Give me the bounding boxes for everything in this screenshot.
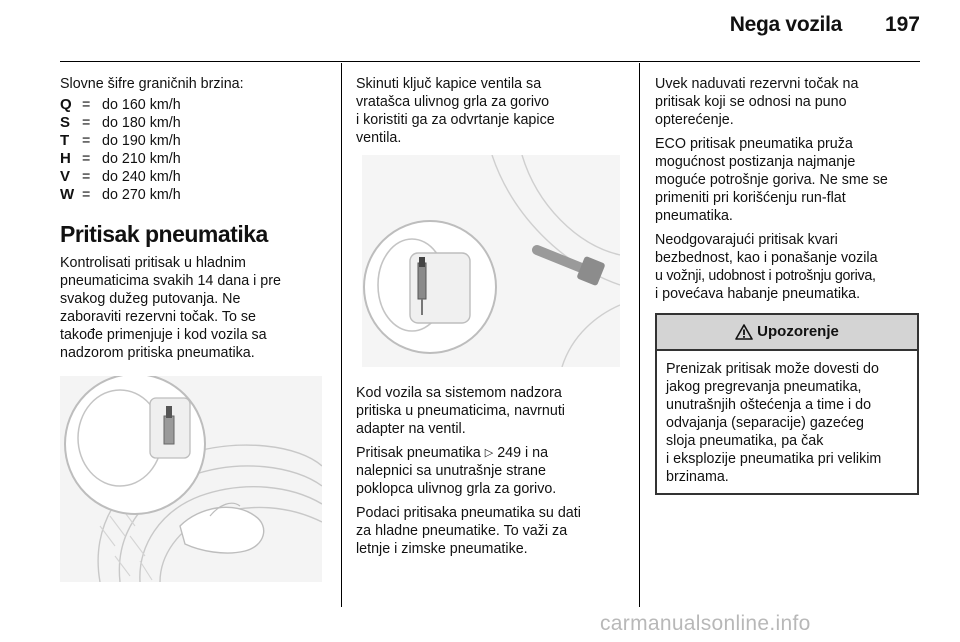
text-line: poklopca ulivnog grla za gorivo. xyxy=(356,481,557,497)
text-line: pneumaticima svakih 14 dana i pre xyxy=(60,273,281,289)
speed-code-value: do 190 km/h xyxy=(102,133,181,149)
speed-code-letter: T xyxy=(60,132,70,149)
text-line: i eksplozije pneumatika pri velikim xyxy=(666,451,882,467)
text-line: brzinama. xyxy=(666,469,729,485)
speed-code-value: do 270 km/h xyxy=(102,187,181,203)
text-line: unutrašnjih oštećenja a time i do xyxy=(666,397,872,413)
text-line: Kod vozila sa sistemom nadzora xyxy=(356,385,562,401)
text-line: moguće potrošnje goriva. Ne sme se xyxy=(655,172,888,188)
text-line: opterećenje. xyxy=(655,112,734,128)
spare-wheel-paragraph xyxy=(655,75,919,129)
column-2 xyxy=(356,75,631,153)
speed-code-row xyxy=(60,150,332,168)
speed-code-value: do 160 km/h xyxy=(102,97,181,113)
warning-triangle-icon xyxy=(735,324,753,340)
section-title-tire-pressure: Pritisak pneumatika xyxy=(60,221,268,247)
illustration-fuel-filler-door xyxy=(362,155,620,367)
tire-valve-illustration xyxy=(60,376,322,582)
text-line: bezbednost, kao i ponašanje vozila xyxy=(655,250,878,266)
warning-title: Upozorenje xyxy=(757,323,839,340)
tpms-adapter-paragraph xyxy=(356,384,631,438)
header-rule xyxy=(60,61,920,62)
column-1 xyxy=(60,75,332,362)
text-line: jakog pregrevanja pneumatika, xyxy=(666,379,862,395)
text-line: Uvek naduvati rezervni točak na xyxy=(655,76,859,92)
speed-code-row xyxy=(60,114,332,132)
speed-code-equals: = xyxy=(82,151,91,167)
pressure-reference-paragraph xyxy=(356,444,631,498)
eco-pressure-paragraph xyxy=(655,135,919,225)
text-line: pritisak koji se odnosi na puno xyxy=(655,94,847,110)
page-header-title: Nega vozila xyxy=(729,13,842,36)
warning-box xyxy=(655,313,919,495)
text-line: i povećava habanje pneumatika. xyxy=(655,286,861,302)
speed-code-row xyxy=(60,168,332,186)
speed-code-value: do 240 km/h xyxy=(102,169,181,185)
text-line: sloja pneumatika, pa čak xyxy=(666,433,824,449)
column-divider-1 xyxy=(341,63,342,607)
page-reference-link[interactable]: 249 xyxy=(497,445,522,461)
text-line: Neodgovarajući pritisak kvari xyxy=(655,232,838,248)
speed-code-letter: W xyxy=(60,186,75,203)
text-line: odvajanja (separacije) gazećeg xyxy=(666,415,864,431)
speed-code-row xyxy=(60,186,332,204)
text-line: pritiska u pneumaticima, navrnuti xyxy=(356,403,565,419)
text-line: nalepnici sa unutrašnje strane xyxy=(356,463,546,479)
text-fragment: i na xyxy=(521,445,549,461)
speed-code-value: do 180 km/h xyxy=(102,115,181,131)
valve-cap-instructions xyxy=(356,75,631,147)
column-3 xyxy=(655,75,919,495)
text-line: ventila. xyxy=(356,130,402,146)
speed-code-letter: V xyxy=(60,168,71,185)
speed-code-value: do 210 km/h xyxy=(102,151,181,167)
speed-code-row xyxy=(60,96,332,114)
text-fragment: Pritisak pneumatika xyxy=(356,445,485,461)
warning-header xyxy=(657,315,917,351)
text-line: i koristiti ga za odvrtanje kapice xyxy=(356,112,555,128)
text-line xyxy=(356,444,631,462)
text-line: za hladne pneumatike. To važi za xyxy=(356,523,568,539)
incorrect-pressure-paragraph xyxy=(655,231,919,303)
speed-code-equals: = xyxy=(82,169,91,185)
illustration-tire-valve-cap xyxy=(60,376,322,582)
column-2-lower xyxy=(356,384,631,564)
text-line: Prenizak pritisak može dovesti do xyxy=(666,361,879,377)
speed-code-equals: = xyxy=(82,115,91,131)
text-line: mogućnost postizanja najmanje xyxy=(655,154,856,170)
speed-code-equals: = xyxy=(82,133,91,149)
speed-code-letter: S xyxy=(60,114,71,131)
text-line: primeniti pri korišćenju run-flat xyxy=(655,190,846,206)
cold-tires-paragraph xyxy=(356,504,631,558)
column-divider-2 xyxy=(639,63,640,607)
speed-code-row xyxy=(60,132,332,150)
text-line: zaboraviti rezervni točak. To se xyxy=(60,309,257,325)
warning-body xyxy=(657,351,917,493)
speed-code-letter: H xyxy=(60,150,71,167)
speed-code-equals: = xyxy=(82,97,91,113)
watermark: carmanualsonline.info xyxy=(600,612,811,635)
speed-codes-intro: Slovne šifre graničnih brzina: xyxy=(60,76,244,92)
text-line: Skinuti ključ kapice ventila sa xyxy=(356,76,542,92)
text-line: ECO pritisak pneumatika pruža xyxy=(655,136,853,152)
speed-code-letter: Q xyxy=(60,96,72,113)
text-line: u vožnji, udobnost i potrošnju goriva, xyxy=(655,268,876,284)
text-line: letnje i zimske pneumatike. xyxy=(356,541,528,557)
text-line: Kontrolisati pritisak u hladnim xyxy=(60,255,246,271)
text-line: adapter na ventil. xyxy=(356,421,466,437)
speed-codes-list xyxy=(60,96,332,204)
text-line: nadzorom pritiska pneumatika. xyxy=(60,345,255,361)
text-line: takođe primenjuje i kod vozila sa xyxy=(60,327,267,343)
speed-code-equals: = xyxy=(82,187,91,203)
tire-pressure-paragraph xyxy=(60,254,332,362)
page-number: 197 xyxy=(884,13,920,36)
text-line: Podaci pritisaka pneumatika su dati xyxy=(356,505,581,521)
triangle-reference-icon: ▷ xyxy=(484,447,494,459)
text-line: svakog dužeg putovanja. Ne xyxy=(60,291,241,307)
text-line: pneumatika. xyxy=(655,208,733,224)
fuel-filler-illustration xyxy=(362,155,620,367)
text-line: vratašca ulivnog grla za gorivo xyxy=(356,94,550,110)
